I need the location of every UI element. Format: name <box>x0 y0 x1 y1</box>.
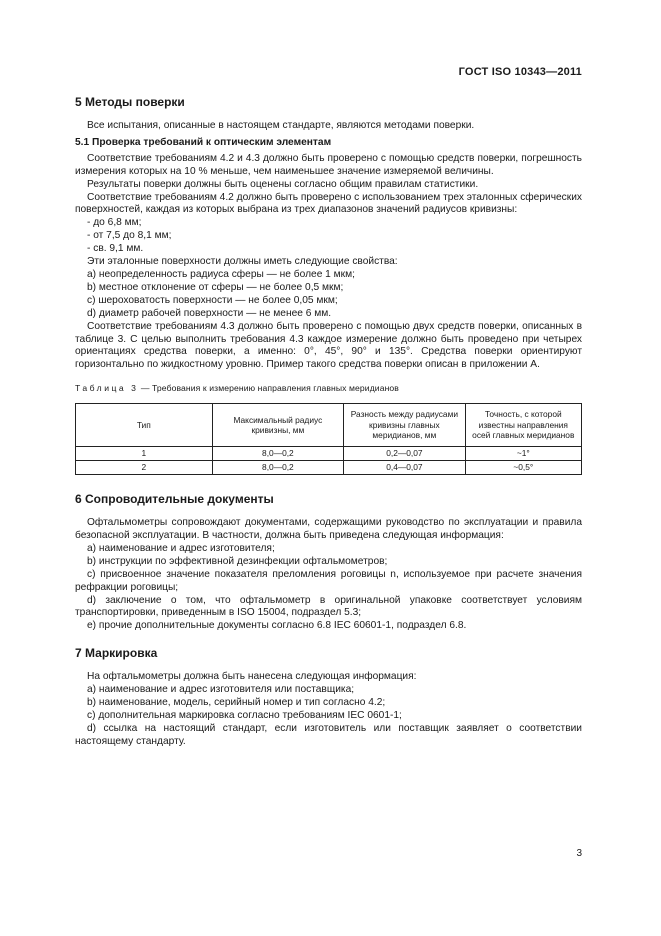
table-row <box>76 461 582 475</box>
table-caption <box>75 382 582 395</box>
column-header: Тип <box>76 404 213 447</box>
list-item: - до 6,8 мм; <box>87 217 142 229</box>
table-cell: 8,0—0,2 <box>212 461 344 475</box>
list-item: d) ссылка на настоящий стандарт, если изготовитель или поставщик заявляет о соответствии настоящему стандарту. <box>75 722 582 747</box>
section-5-intro: Все испытания, описанные в настоящем стандарте, являются методами поверки. <box>87 120 475 131</box>
page-number: 3 <box>576 848 582 859</box>
list-item: d) диаметр рабочей поверхности — не менее 6 мм. <box>87 307 332 319</box>
table-header-row <box>76 404 582 447</box>
list-item: b) инструкции по эффективной дезинфекции офтальмометров; <box>87 555 388 567</box>
list-item: c) шероховатость поверхности — не более 0,05 мкм; <box>87 294 338 306</box>
requirements-table <box>75 403 582 475</box>
paragraph: Соответствие требованиям 4.3 должно быть проверено с помощью двух средств поверки, описанных в таблице 3. С целью выполнить требования 4.3 каждое измерение должно быть проведено при четырех ориентациях средства поверки, а именно: 0°, 45°, 90° и 135°. Средства поверки ориентируют горизонтально по жидкостному уровню. Пример такого средства поверки описан в приложении А. <box>75 320 582 371</box>
list-item: b) наименование, модель, серийный номер и тип согласно 4.2; <box>87 697 386 709</box>
paragraph: Соответствие требованиям 4.2 и 4.3 должно быть проверено с помощью средств поверки, погрешность измерения которых на 10 % меньше, чем наименьшее значение измеряемой величины. <box>75 152 582 177</box>
table-cell: 0,2—0,07 <box>344 447 465 461</box>
table-cell: ~1° <box>465 447 581 461</box>
paragraph: Результаты поверки должны быть оценены согласно общим правилам статистики. <box>87 178 479 190</box>
table-cell: 0,4—0,07 <box>344 461 465 475</box>
section-6-title: 6 Сопроводительные документы <box>75 492 274 507</box>
subsection-5-1-title: 5.1 Проверка требований к оптическим элементам <box>75 136 332 148</box>
table-caption-label: Таблица 3 <box>75 383 139 394</box>
list-item: d) заключение о том, что офтальмометр в оригинальной упаковке соответствует условиям транспортировки, приведенным в ISO 15004, подраздел 5.3; <box>75 594 582 619</box>
table-cell: 8,0—0,2 <box>212 447 344 461</box>
list-item: - св. 9,1 мм. <box>87 243 144 255</box>
document-id: ГОСТ ISO 10343—2011 <box>458 66 582 78</box>
section-7-title: 7 Маркировка <box>75 646 158 661</box>
table-cell: 1 <box>76 447 213 461</box>
list-item: c) присвоенное значение показателя преломления роговицы n, используемое при расчете значения рефракции роговицы; <box>75 568 582 593</box>
list-item: а) наименование и адрес изготовителя; <box>87 542 275 554</box>
table-caption-text: — Требования к измерению направления главных меридианов <box>138 383 399 394</box>
list-item: - от 7,5 до 8,1 мм; <box>87 230 172 242</box>
column-header: Максимальный радиус кривизны, мм <box>212 404 344 447</box>
list-item: а) неопределенность радиуса сферы — не более 1 мкм; <box>87 268 355 280</box>
table-cell: ~0,5° <box>465 461 581 475</box>
paragraph: Эти эталонные поверхности должны иметь следующие свойства: <box>87 256 398 268</box>
list-item: c) дополнительная маркировка согласно требованиям IEC 0601-1; <box>87 710 402 721</box>
column-header: Точность, с которой известны направления осей главных меридианов <box>465 404 581 447</box>
list-item: e) прочие дополнительные документы согласно 6.8 IEC 60601-1, подраздел 6.8. <box>87 620 467 632</box>
table-row <box>76 447 582 461</box>
table-cell: 2 <box>76 461 213 475</box>
list-item: а) наименование и адрес изготовителя или поставщика; <box>87 684 355 696</box>
column-header: Разность между радиусами кривизны главных меридианов, мм <box>344 404 465 447</box>
paragraph: Соответствие требованиям 4.2 должно быть проверено с использованием трех эталонных сферических поверхностей, каждая из которых выбрана из трех диапазонов значений радиусов кривизны: <box>75 191 583 216</box>
paragraph: Офтальмометры сопровождают документами, содержащими руководство по эксплуатации и правила безопасной эксплуатации. В частности, должна быть приведена следующая информация: <box>75 517 582 542</box>
paragraph: На офтальмометры должна быть нанесена следующая информация: <box>87 671 417 683</box>
section-5-title: 5 Методы поверки <box>75 95 185 109</box>
list-item: b) местное отклонение от сферы — не более 0,5 мкм; <box>87 281 344 293</box>
page-content <box>75 94 582 749</box>
